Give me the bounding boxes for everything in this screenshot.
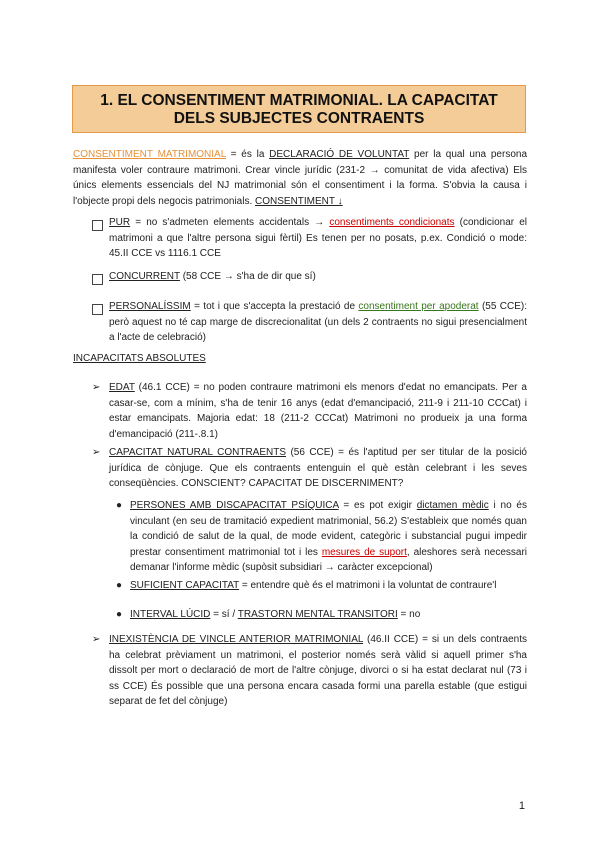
inexistencia-text: (46.II CCE) = si un dels contraents ha celebrat prèviament un matrimoni, el posterior només serà vàlid si aquell primer s'ha dissolt per mort o declaració de mort de l'altre cònjuge, divorci o si ha estat declarat nul (73 i ss CCE) És possible que una persona encara casada formi una parella estable (que estigui separat de fet del cònjuge) <box>109 634 527 707</box>
checkbox-concurrent[interactable] <box>92 271 109 289</box>
sub-item-discapacitat <box>130 498 527 576</box>
arrow-bullet-icon: ➢ <box>92 447 101 458</box>
edat-text: (46.1 CCE) = no poden contraure matrimoni els menors d'edat no emancipats. Per a casar-se, com a mínim, s'ha de tenir 16 anys (edat d'emancipació, 211-9 i 211-10 CCCat) i estar emancipats. Majoria edat: 18 (211-2 CCCat) Matrimoni no produeix ja una forma d'emancipació (211-.8.1) <box>109 382 527 440</box>
link-consentiment-per-apoderat[interactable]: consentiment per apoderat <box>358 301 479 312</box>
bullet-dot-icon: ● <box>116 609 123 620</box>
term-dictamen-medic: dictamen mèdic <box>416 500 489 511</box>
item-inexistencia <box>109 632 527 710</box>
consent-item-personalissim <box>109 299 527 346</box>
checkbox-icon[interactable] <box>92 274 103 285</box>
item-edat <box>109 380 527 442</box>
arrow-bullet-icon: ➢ <box>92 382 101 393</box>
concurrent-text: (58 CCE → s'ha de dir que sí) <box>179 271 316 282</box>
personalissim-text-2: (55 CCE): però aquest no té cap marge de discrecionalitat (un dels 2 contraents no sigui presencialment a l'acte de celebració) <box>109 301 527 343</box>
interval-tail: = no <box>397 609 421 620</box>
link-consentiments-condicionats[interactable]: consentiments condicionats <box>329 217 455 228</box>
pur-text-1: = no s'admeten elements accidentals → <box>130 217 330 228</box>
sub-item-suficient <box>130 578 527 594</box>
intro-text-2: per la qual una persona manifesta voler contraure matrimoni. Crear vincle jurídic (231-2 → comunitat de vida afectiva) Els únics elements essencials del NJ matrimonial són el consentiment i la forma. S'obvia la causa i l'objecte propi dels negocis patrimonials. <box>73 149 528 207</box>
label-trastorn: TRASTORN MENTAL TRANSITORI <box>237 609 398 620</box>
checkbox-personalissim[interactable] <box>92 301 109 319</box>
label-edat: EDAT <box>109 382 135 393</box>
discapacitat-text-2: i no és vinculant (en seu de tramitació expedient matrimonial, 56.2) S'estableix que només quan la condició de salut de la qual, de mode evident, categòric i substancial pugui impedir prestar consentiment matrimonial tot i les <box>130 500 527 558</box>
section-heading-incapacitats: INCAPACITATS ABSOLUTES <box>73 353 206 364</box>
suficient-text: = entendre què és el matrimoni i la voluntat de contraure'l <box>239 580 497 591</box>
pur-text-2: (condicionar el matrimoni a que l'altre persona sigui fèrtil) Es tenen per no posats, p.ex. Condició o mode: 45.II CCE vs 1116.1 CCE <box>109 217 527 259</box>
term-consentiment: CONSENTIMENT MATRIMONIAL <box>73 149 226 160</box>
label-inexistencia: INEXISTÈNCIA DE VINCLE ANTERIOR MATRIMONIAL <box>109 634 364 645</box>
capacitat-text: (56 CCE) = és l'aptitud per ser titular de la posició jurídica de cònjuge. Que els contraents entenguin el què estàn celebrant i les seves conseqüències. CONSCIENT? CAPACITAT DE DISCERNIMENT? <box>109 447 527 489</box>
label-suficient: SUFICIENT CAPACITAT <box>130 580 240 591</box>
bullet-dot-icon: ● <box>116 580 123 591</box>
discapacitat-text-3: , aleshores serà necessari demanar l'informe mèdic (supòsit subsidiari → caràcter excepcional) <box>130 546 528 573</box>
item-capacitat <box>109 445 527 492</box>
consent-item-concurrent <box>109 269 527 285</box>
checkbox-pur[interactable] <box>92 217 109 235</box>
link-mesures-de-suport[interactable]: mesures de suport <box>321 546 407 558</box>
label-interval: INTERVAL LÚCID <box>130 609 211 620</box>
sub-item-interval <box>130 607 527 623</box>
bullet-dot-icon: ● <box>116 500 123 511</box>
page-number: 1 <box>518 800 525 812</box>
arrow-bullet-icon: ➢ <box>92 634 101 645</box>
consent-item-pur <box>109 215 527 262</box>
discapacitat-text-1: = es pot exigir <box>338 500 417 511</box>
personalissim-text-1: = tot i que s'accepta la prestació de <box>190 301 359 312</box>
label-concurrent: CONCURRENT <box>109 271 180 282</box>
checkbox-icon[interactable] <box>92 220 103 231</box>
title-line-1: 1. EL CONSENTIMENT MATRIMONIAL. LA CAPACITAT <box>100 92 498 109</box>
intro-text-1: = és la <box>225 149 270 160</box>
label-pur: PUR <box>109 217 131 228</box>
checkbox-icon[interactable] <box>92 304 103 315</box>
label-discapacitat: PERSONES AMB DISCAPACITAT PSÍQUICA <box>130 500 339 511</box>
term-declaracio: DECLARACIÓ DE VOLUNTAT <box>269 149 410 160</box>
intro-tail: CONSENTIMENT ↓ <box>255 195 343 207</box>
label-personalissim: PERSONALÍSSIM <box>109 301 191 312</box>
intro-paragraph <box>73 147 527 209</box>
interval-mid: = sí / <box>210 609 238 620</box>
page-title <box>72 85 526 133</box>
title-line-2: DELS SUBJECTES CONTRAENTS <box>173 110 425 127</box>
label-capacitat: CAPACITAT NATURAL CONTRAENTS <box>109 447 287 458</box>
